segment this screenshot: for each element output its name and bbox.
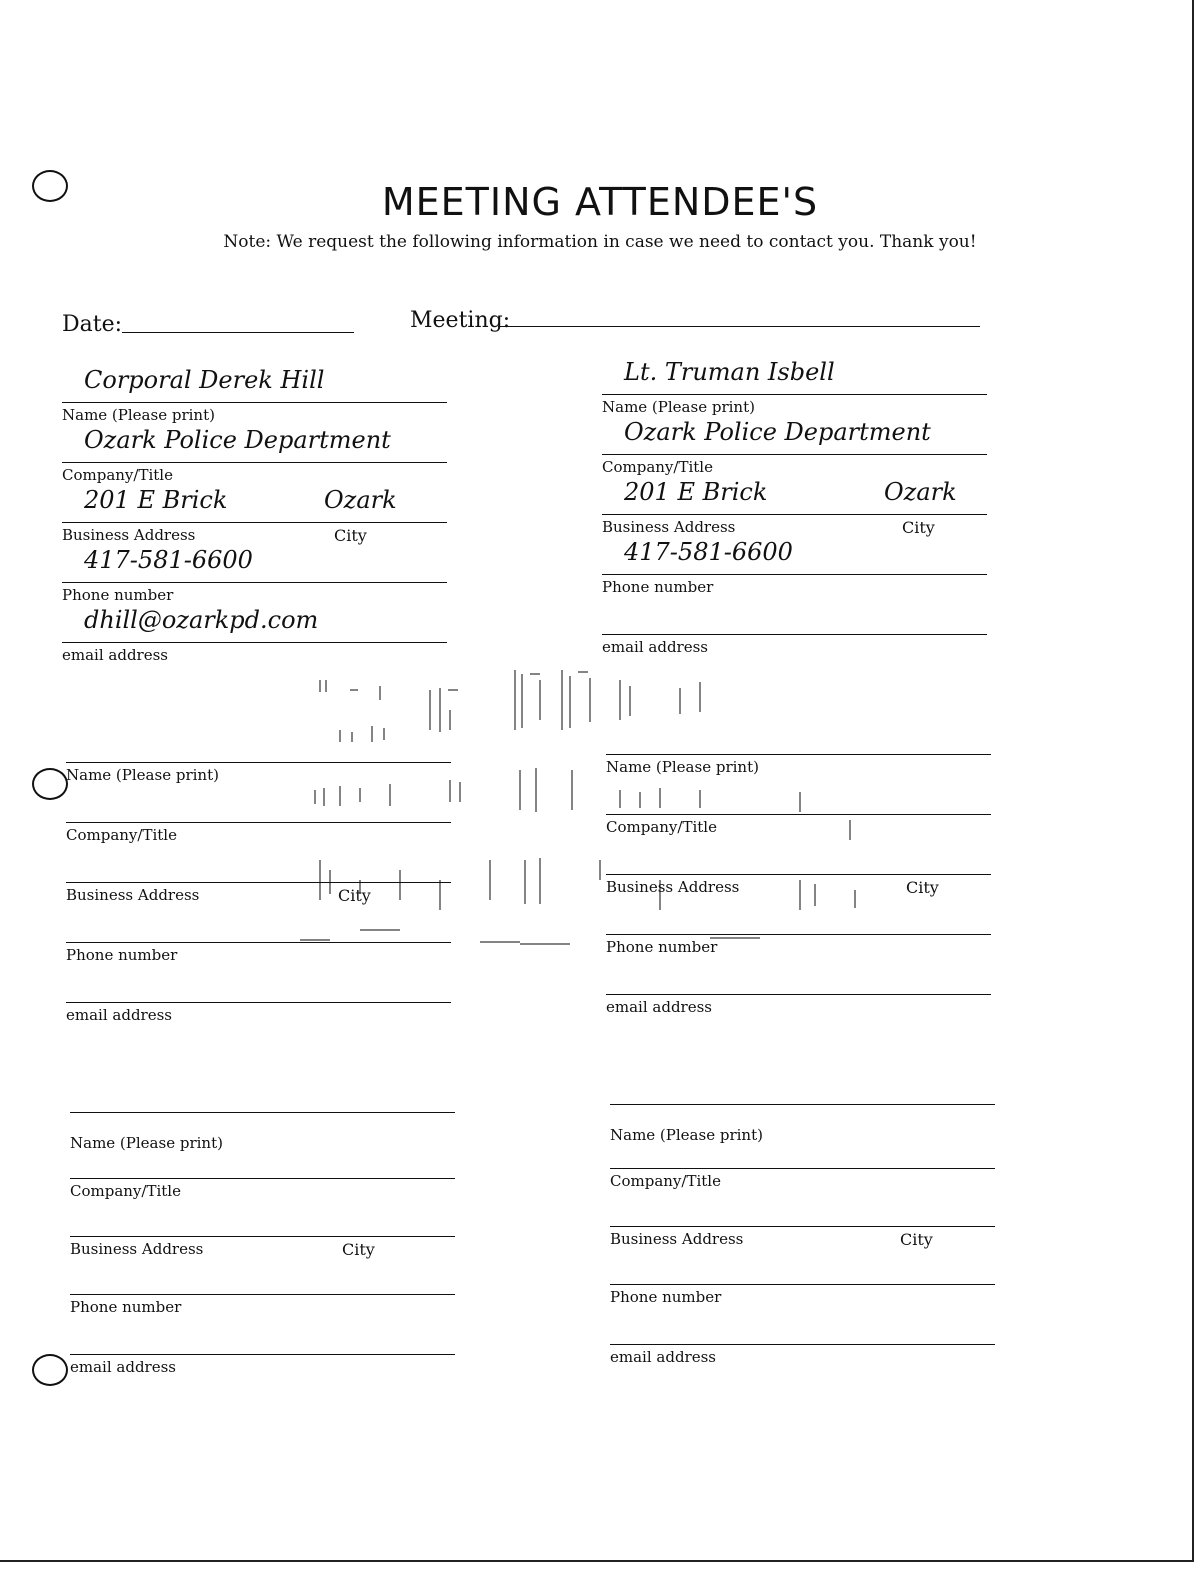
date-line[interactable]: [122, 332, 354, 333]
phone-row: [610, 1262, 995, 1322]
date-label: Date:: [62, 312, 123, 337]
name-label: Name (Please print): [602, 398, 755, 416]
address-label: Business Address: [606, 878, 740, 896]
address-value: 201 E Brick: [624, 478, 768, 506]
company-row: [70, 1156, 455, 1216]
address-line[interactable]: [602, 514, 987, 515]
email-row: [610, 1322, 995, 1382]
phone-label: Phone number: [70, 1298, 182, 1316]
address-row: [66, 860, 451, 920]
address-label: Business Address: [70, 1240, 204, 1258]
name-label: Name (Please print): [606, 758, 759, 776]
phone-line[interactable]: [602, 574, 987, 575]
city-label: City: [906, 878, 939, 897]
city-value: Ozark: [324, 486, 397, 514]
email-label: email address: [70, 1358, 176, 1376]
email-value: dhill@ozarkpd.com: [84, 606, 319, 634]
name-label: Name (Please print): [610, 1126, 763, 1144]
phone-label: Phone number: [602, 578, 714, 596]
form-note: Note: We request the following information in case we need to contact you. Thank you!: [223, 232, 977, 252]
address-label: Business Address: [602, 518, 736, 536]
phone-label: Phone number: [606, 938, 718, 956]
name-label: Name (Please print): [70, 1134, 223, 1152]
email-row: [66, 980, 451, 1040]
name-line[interactable]: [62, 402, 447, 403]
phone-line[interactable]: [66, 942, 451, 943]
company-line[interactable]: [602, 454, 987, 455]
email-label: email address: [606, 998, 712, 1016]
email-row: [62, 606, 447, 680]
name-underline[interactable]: [70, 1178, 455, 1179]
punch-hole-bottom: [32, 1354, 68, 1386]
name-line[interactable]: [66, 762, 451, 763]
city-value: Ozark: [884, 478, 957, 506]
company-line[interactable]: [610, 1226, 995, 1227]
address-value: 201 E Brick: [84, 486, 228, 514]
phone-line[interactable]: [606, 934, 991, 935]
address-label: Business Address: [66, 886, 200, 904]
name-row: [66, 740, 451, 800]
name-row: [606, 732, 991, 792]
phone-row: [66, 920, 451, 980]
email-label: email address: [62, 646, 168, 664]
address-line[interactable]: [610, 1284, 995, 1285]
city-label: City: [338, 886, 371, 905]
company-label: Company/Title: [62, 466, 173, 484]
company-line[interactable]: [62, 462, 447, 463]
company-label: Company/Title: [610, 1172, 721, 1190]
email-label: email address: [610, 1348, 716, 1366]
punch-hole-middle: [32, 768, 68, 800]
phone-value: 417-581-6600: [84, 546, 253, 574]
name-label: Name (Please print): [62, 406, 215, 424]
name-value: Corporal Derek Hill: [84, 366, 325, 394]
meeting-label: Meeting:: [410, 308, 511, 333]
company-line[interactable]: [66, 822, 451, 823]
company-line[interactable]: [70, 1236, 455, 1237]
phone-line[interactable]: [70, 1354, 455, 1355]
address-line[interactable]: [70, 1294, 455, 1295]
address-line[interactable]: [66, 882, 451, 883]
email-label: email address: [66, 1006, 172, 1024]
company-label: Company/Title: [602, 458, 713, 476]
phone-row: [70, 1272, 455, 1332]
phone-label: Phone number: [610, 1288, 722, 1306]
phone-value: 417-581-6600: [624, 538, 793, 566]
email-line[interactable]: [602, 634, 987, 635]
name-label: Name (Please print): [66, 766, 219, 784]
phone-label: Phone number: [66, 946, 178, 964]
phone-row: [602, 538, 987, 612]
phone-label: Phone number: [62, 586, 174, 604]
company-line[interactable]: [606, 814, 991, 815]
form-title: MEETING ATTENDEE'S: [381, 180, 819, 224]
company-value: Ozark Police Department: [624, 418, 931, 446]
email-row: [70, 1332, 455, 1392]
address-line[interactable]: [606, 874, 991, 875]
company-label: Company/Title: [66, 826, 177, 844]
phone-row: [606, 912, 991, 972]
company-row: [606, 792, 991, 852]
city-label: City: [900, 1230, 933, 1249]
meeting-line[interactable]: [498, 326, 980, 327]
company-value: Ozark Police Department: [84, 426, 391, 454]
address-row: [70, 1214, 455, 1274]
address-row: [606, 852, 991, 912]
email-line[interactable]: [62, 642, 447, 643]
address-line[interactable]: [62, 522, 447, 523]
phone-line[interactable]: [62, 582, 447, 583]
email-line[interactable]: [606, 994, 991, 995]
name-underline[interactable]: [610, 1168, 995, 1169]
address-label: Business Address: [610, 1230, 744, 1248]
company-row: [610, 1146, 995, 1206]
company-row: [66, 800, 451, 860]
phone-line[interactable]: [610, 1344, 995, 1345]
name-line[interactable]: [606, 754, 991, 755]
city-label: City: [342, 1240, 375, 1259]
company-label: Company/Title: [606, 818, 717, 836]
city-label: City: [902, 518, 935, 537]
email-row: [602, 612, 987, 672]
name-value: Lt. Truman Isbell: [624, 358, 835, 386]
company-label: Company/Title: [70, 1182, 181, 1200]
page-edge-bottom: [0, 1560, 1194, 1562]
city-label: City: [334, 526, 367, 545]
name-line[interactable]: [602, 394, 987, 395]
address-row: [610, 1204, 995, 1264]
email-line[interactable]: [66, 1002, 451, 1003]
address-label: Business Address: [62, 526, 196, 544]
email-label: email address: [602, 638, 708, 656]
email-row: [606, 972, 991, 1032]
